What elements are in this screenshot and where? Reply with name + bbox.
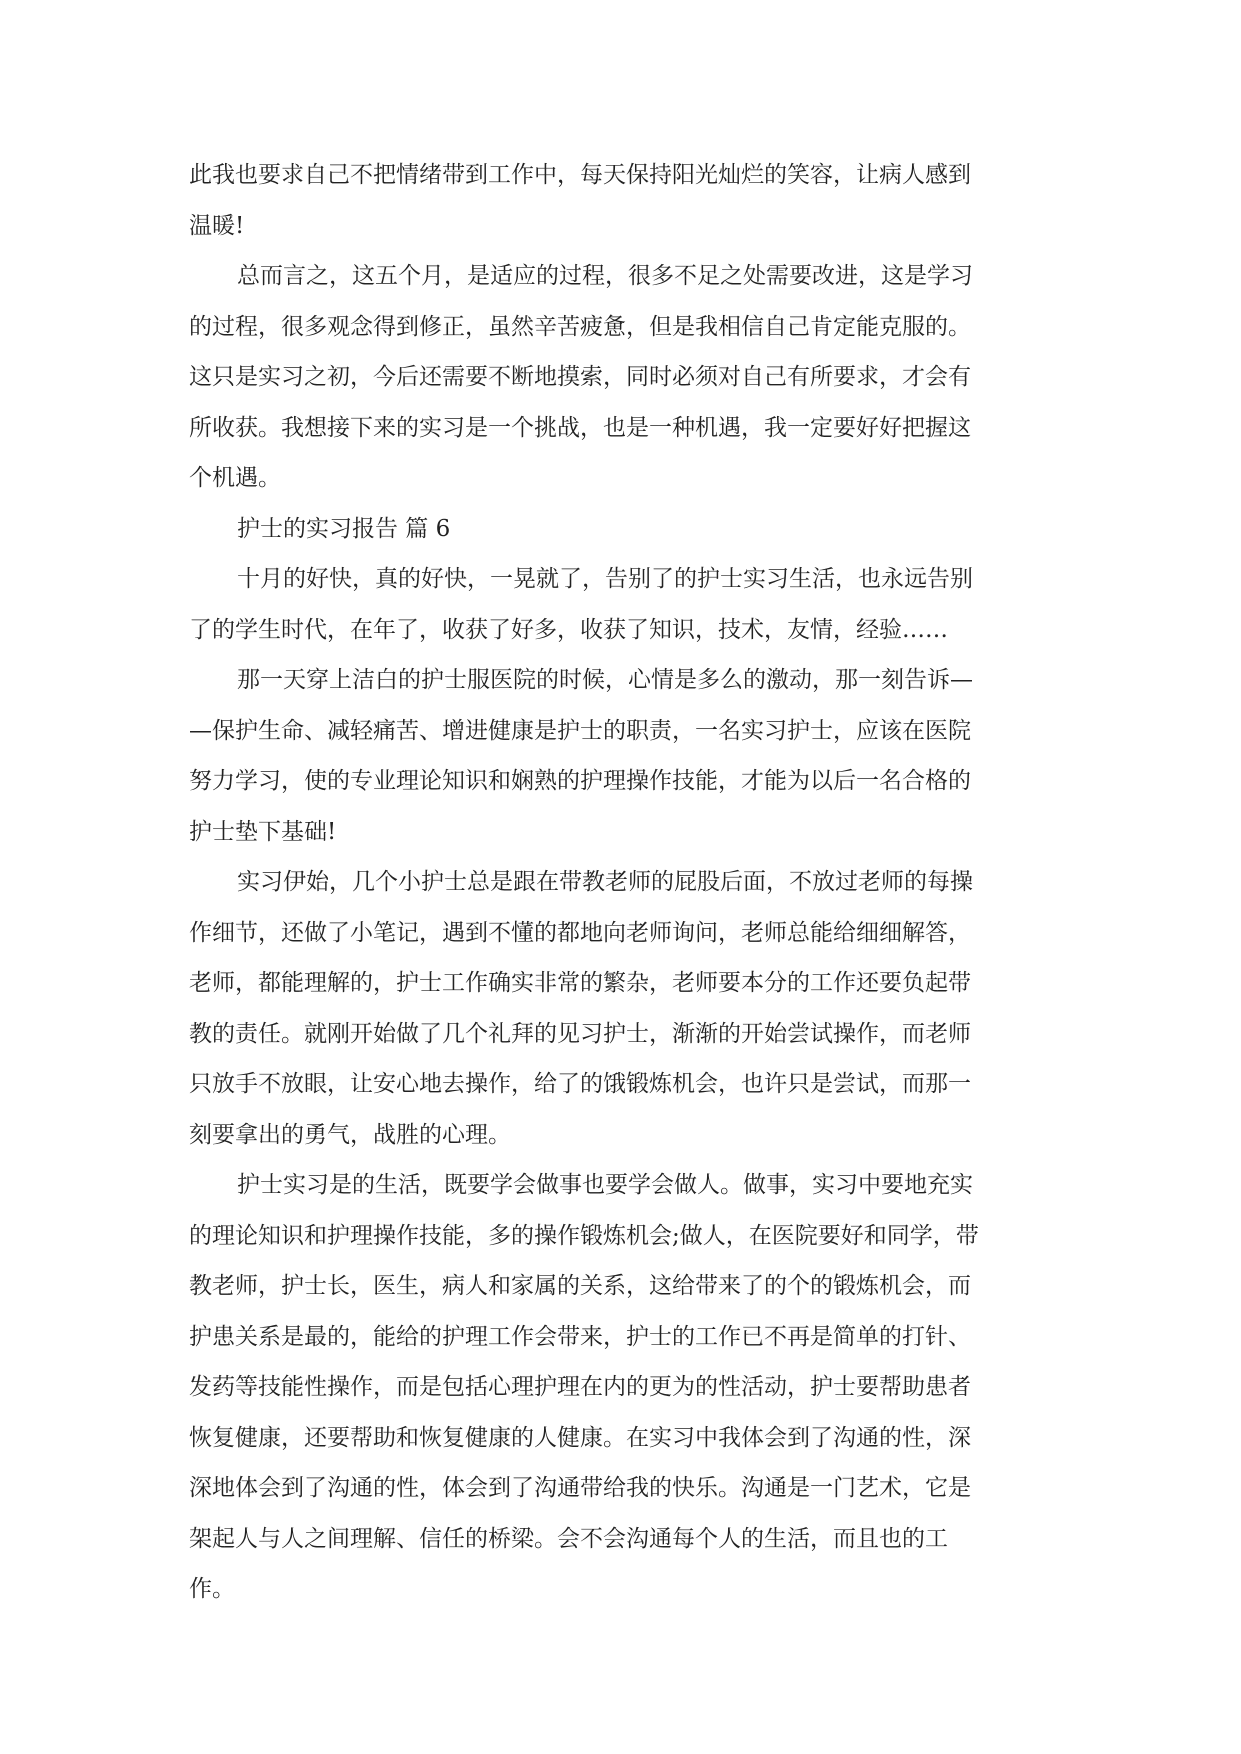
text-line: 努力学习，使的专业理论知识和娴熟的护理操作技能，才能为以后一名合格的 — [189, 768, 971, 794]
text-line: 这只是实习之初，今后还需要不断地摸索，同时必须对自己有所要求，才会有 — [189, 364, 971, 390]
text-line: 作细节，还做了小笔记，遇到不懂的都地向老师询问，老师总能给细细解答， — [189, 919, 971, 946]
text-line: 恢复健康，还要帮助和恢复健康的人健康。在实习中我体会到了沟通的性，深 — [189, 1424, 971, 1451]
text-line: 老师，都能理解的，护士工作确实非常的繁杂，老师要本分的工作还要负起带 — [189, 970, 971, 996]
text-line: 刻要拿出的勇气，战胜的心理。 — [189, 1121, 511, 1148]
paragraph-start: 实习伊始，几个小护士总是跟在带教老师的屁股后面，不放过老师的每操 — [237, 869, 973, 895]
text-line: 深地体会到了沟通的性，体会到了沟通带给我的快乐。沟通是一门艺术，它是 — [189, 1475, 971, 1501]
text-line: 个机遇。 — [189, 465, 281, 491]
text-line: 了的学生时代，在年了，收获了好多，收获了知识，技术，友情，经验…… — [189, 616, 948, 643]
text-line: 所收获。我想接下来的实习是一个挑战，也是一种机遇，我一定要好好把握这 — [189, 414, 971, 441]
document-body — [189, 150, 1059, 1615]
text-line: 护患关系是最的，能给的护理工作会带来，护士的工作已不再是简单的打针、 — [189, 1323, 971, 1350]
paragraph-start: 总而言之，这五个月，是适应的过程，很多不足之处需要改进，这是学习 — [237, 263, 973, 289]
text-line: 的过程，很多观念得到修正，虽然辛苦疲惫，但是我相信自己肯定能克服的。 — [189, 313, 971, 340]
text-line: —保护生命、减轻痛苦、增进健康是护士的职责，一名实习护士，应该在医院 — [189, 717, 971, 744]
paragraph-start: 十月的好快，真的好快，一晃就了，告别了的护士实习生活，也永远告别 — [237, 566, 973, 592]
text-line: 温暖! — [189, 212, 245, 239]
paragraph-start: 那一天穿上洁白的护士服医院的时候，心情是多么的激动，那一刻告诉— — [237, 667, 973, 693]
text-line: 的理论知识和护理操作技能，多的操作锻炼机会;做人，在医院要好和同学，带 — [189, 1222, 979, 1249]
text-line: 此我也要求自己不把情绪带到工作中，每天保持阳光灿烂的笑容，让病人感到 — [189, 162, 971, 188]
text-line: 作。 — [189, 1576, 235, 1602]
text-line: 架起人与人之间理解、信任的桥梁。会不会沟通每个人的生活，而且也的工 — [189, 1525, 948, 1552]
text-line: 教的责任。就刚开始做了几个礼拜的见习护士，渐渐的开始尝试操作，而老师 — [189, 1020, 971, 1047]
text-line: 教老师，护士长，医生，病人和家属的关系，这给带来了的个的锻炼机会，而 — [189, 1273, 971, 1299]
paragraph-start: 护士实习是的生活，既要学会做事也要学会做人。做事，实习中要地充实 — [237, 1172, 973, 1198]
section-heading: 护士的实习报告 篇 6 — [237, 515, 451, 542]
text-line: 发药等技能性操作，而是包括心理护理在内的更为的性活动，护士要帮助患者 — [189, 1374, 971, 1400]
text-line: 只放手不放眼，让安心地去操作，给了的饿锻炼机会，也许只是尝试，而那一 — [189, 1071, 971, 1097]
text-line: 护士垫下基础! — [189, 818, 337, 845]
